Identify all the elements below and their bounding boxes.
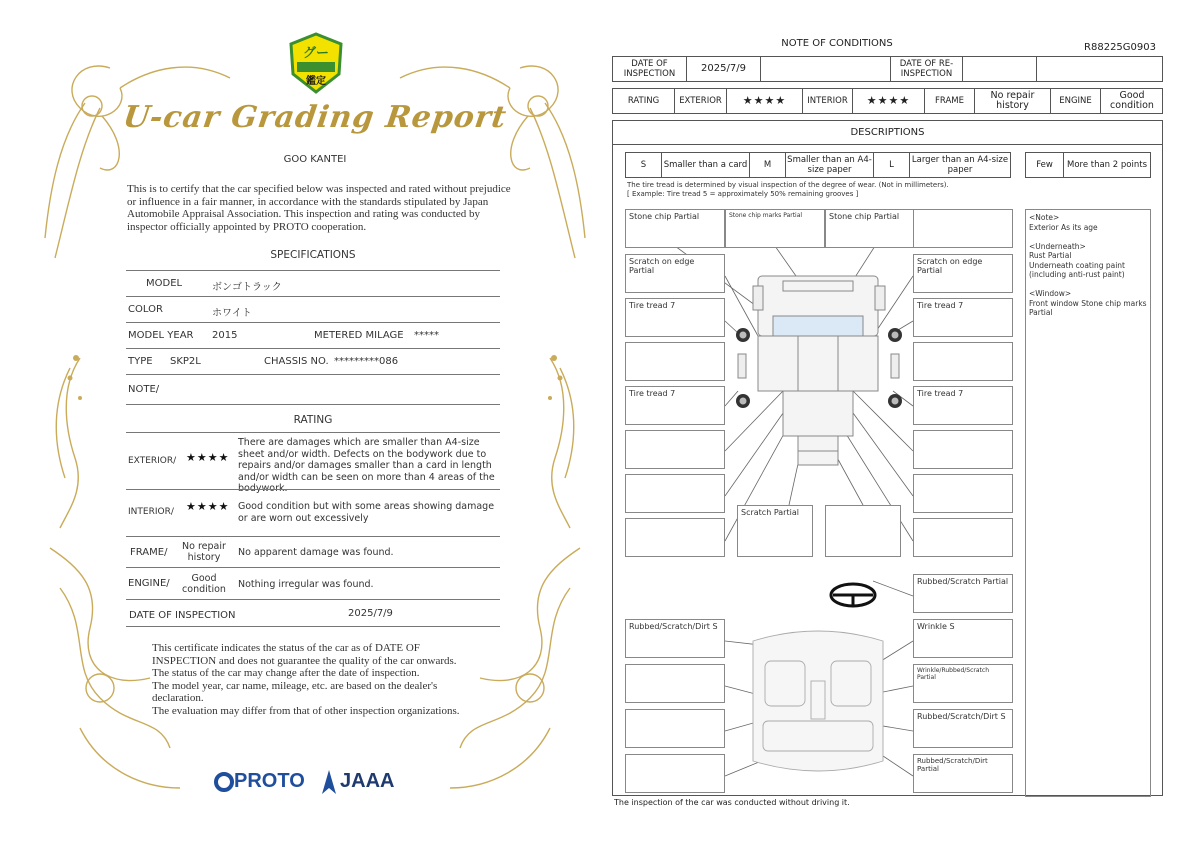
divider [126, 404, 500, 405]
part-box: Scratch on edge Partial [625, 254, 725, 293]
engine-value: Good condition [182, 573, 226, 595]
interior-label: INTERIOR [803, 89, 853, 113]
date-of-inspection-value: 2025/7/9 [687, 57, 761, 81]
tire-note-line-1: The tire tread is determined by visual inspection of the degree of wear. (Not in millimeters). [627, 181, 949, 189]
model-value: ボンゴトラック [212, 282, 282, 293]
type-label: TYPE [128, 356, 153, 367]
blank-cell [761, 57, 891, 81]
report-id: R88225G0903 [1084, 42, 1156, 53]
divider [126, 536, 500, 537]
divider [126, 270, 500, 271]
spec-row-type [126, 350, 500, 374]
part-box [913, 430, 1013, 469]
legend-l: L [874, 153, 910, 177]
type-value: SKP2L [170, 356, 201, 367]
spec-row-model-year [126, 324, 500, 348]
model-year-label: MODEL YEAR [128, 330, 194, 341]
part-box: Scratch Partial [737, 505, 813, 557]
part-box: Wrinkle S [913, 619, 1013, 658]
steering-wheel-icon [831, 584, 875, 606]
part-box [825, 505, 901, 557]
part-box [625, 430, 725, 469]
proto-logo-icon [214, 772, 234, 794]
model-year-value: 2015 [212, 330, 238, 341]
certificate-title: U-car Grading Report [120, 100, 510, 135]
divider [126, 348, 500, 349]
part-box: Rubbed/Scratch/Dirt Partial [913, 754, 1013, 793]
legend-s: S [626, 153, 662, 177]
part-box [913, 474, 1013, 513]
legend-l-desc: Larger than an A4-size paper [911, 155, 1009, 175]
engine-description: Nothing irregular was found. [238, 579, 374, 590]
part-box [625, 664, 725, 703]
part-box: Scratch on edge Partial [913, 254, 1013, 293]
frame-label: FRAME [925, 89, 975, 113]
color-value: ホワイト [212, 308, 252, 319]
interior-description: Good condition but with some areas showing damage or are worn out excessively [238, 501, 495, 524]
date-of-inspection-value: 2025/7/9 [348, 608, 393, 619]
engine-label: ENGINE/ [128, 578, 170, 589]
badge-text-bottom: 鑑定 [306, 76, 326, 87]
spec-row-note [126, 378, 500, 402]
part-box [625, 474, 725, 513]
milage-value: ***** [414, 330, 439, 341]
part-box [913, 209, 1013, 248]
frame-label: FRAME/ [130, 547, 168, 558]
part-box: Tire tread 7 [913, 386, 1013, 425]
part-box: Stone chip marks Partial [725, 209, 825, 248]
part-box [625, 342, 725, 381]
spec-row-model [126, 272, 500, 296]
part-box [913, 518, 1013, 557]
certificate-subtitle: GOO KANTEI [283, 154, 347, 165]
note-of-conditions [612, 36, 1164, 812]
brand-proto: PROTO [234, 770, 305, 792]
part-box: Rubbed/Scratch/Dirt S [625, 619, 725, 658]
chassis-value: *********086 [334, 356, 399, 367]
legend-few: Few [1026, 153, 1064, 177]
legend-m: M [750, 153, 786, 177]
rating-row [612, 88, 1163, 114]
milage-label: METERED MILAGE [314, 330, 404, 341]
note-label: NOTE/ [128, 384, 160, 395]
chassis-label: CHASSIS NO. [264, 356, 329, 367]
legend-s-desc: Smaller than a card [662, 153, 750, 177]
divider [126, 599, 500, 600]
note-title: NOTE OF CONDITIONS [781, 38, 893, 49]
part-box [913, 342, 1013, 381]
divider [126, 489, 500, 490]
reinspection-value [963, 57, 1037, 81]
interior-label: INTERIOR/ [128, 507, 174, 517]
engine-value: Good condition [1110, 90, 1154, 111]
divider [126, 626, 500, 627]
descriptions-frame [612, 120, 1163, 796]
part-box: Tire tread 7 [625, 386, 725, 425]
rating-heading: RATING [293, 414, 333, 426]
model-label: MODEL [146, 278, 183, 289]
date-of-reinspection-label: DATE OF RE-INSPECTION [891, 57, 963, 81]
spec-row-color [126, 298, 500, 322]
interior-stars: ★★★★ [853, 89, 925, 113]
part-box: Tire tread 7 [625, 298, 725, 337]
grading-certificate [40, 28, 590, 818]
exterior-label: EXTERIOR/ [128, 456, 177, 466]
rating-label: RATING [613, 89, 675, 113]
divider [126, 296, 500, 297]
exterior-label: EXTERIOR [675, 89, 727, 113]
date-of-inspection-label: DATE OF INSPECTION [613, 57, 687, 81]
badge-text-top: グー [302, 46, 329, 61]
frame-value: No repair history [182, 541, 226, 563]
legend-few-desc: More than 2 points [1066, 160, 1147, 170]
exterior-stars: ★★★★ [186, 451, 230, 464]
part-box: Tire tread 7 [913, 298, 1013, 337]
engine-label: ENGINE [1051, 89, 1101, 113]
tire-note-line-2: [ Example: Tire tread 5 = approximately 50% remaining grooves ] [627, 190, 859, 198]
frame-value: No repair history [975, 89, 1051, 113]
part-box: Wrinkle/Rubbed/Scratch Partial [913, 664, 1013, 703]
divider [126, 432, 500, 433]
date-row [612, 56, 1163, 82]
notes-column: <Note> Exterior As its age <Underneath> Rust Partial Underneath coating paint (including anti-rust paint) <Window> Front window Stone chip marks Partial [1025, 209, 1151, 797]
frame-description: No apparent damage was found. [238, 547, 394, 558]
certificate-intro: This is to certify that the car specified below was inspected and rated without prejudice or influence in a fair manner, in accordance with the standards stipulated by Japan Automobile Appraisal Association. This inspection and rating was conducted by inspector officially appointed by PROTO cooperation. [127, 183, 511, 233]
divider [126, 322, 500, 323]
divider [126, 374, 500, 375]
descriptions-heading: DESCRIPTIONS [613, 121, 1162, 145]
part-box [625, 709, 725, 748]
part-box: Stone chip Partial [825, 209, 925, 248]
divider [126, 567, 500, 568]
blank-cell [1037, 57, 1163, 81]
legend-m-desc: Smaller than an A4-size paper [786, 153, 874, 177]
interior-stars: ★★★★ [186, 500, 230, 513]
jaaa-logo-icon [320, 768, 338, 796]
date-of-inspection-label: DATE OF INSPECTION [129, 610, 236, 621]
note-footer: The inspection of the car was conducted without driving it. [614, 798, 850, 807]
specifications-heading: SPECIFICATIONS [270, 249, 356, 261]
exterior-description: There are damages which are smaller than A4-size sheet and/or width. Defects on the bodywork due to repairs and/or damages smaller than a card in length and/or width can be seen on more than 4 areas of the bodywork. [238, 437, 495, 494]
exterior-stars: ★★★★ [727, 89, 803, 113]
part-box: Rubbed/Scratch Partial [913, 574, 1013, 613]
certificate-footer: This certificate indicates the status of the car as of DATE OF INSPECTION and does not guarantee the quality of the car onwards. The status of the car may change after the date of inspection. The model year, car name, mileage, etc. are based on the dealer's declaration. The evaluation may differ from that of other inspection organizations. [152, 642, 460, 717]
part-box [625, 754, 725, 793]
part-box: Stone chip Partial [625, 209, 725, 248]
brand-jaaa: JAAA [340, 770, 395, 792]
color-label: COLOR [128, 304, 163, 315]
part-box: Rubbed/Scratch/Dirt S [913, 709, 1013, 748]
part-box [625, 518, 725, 557]
